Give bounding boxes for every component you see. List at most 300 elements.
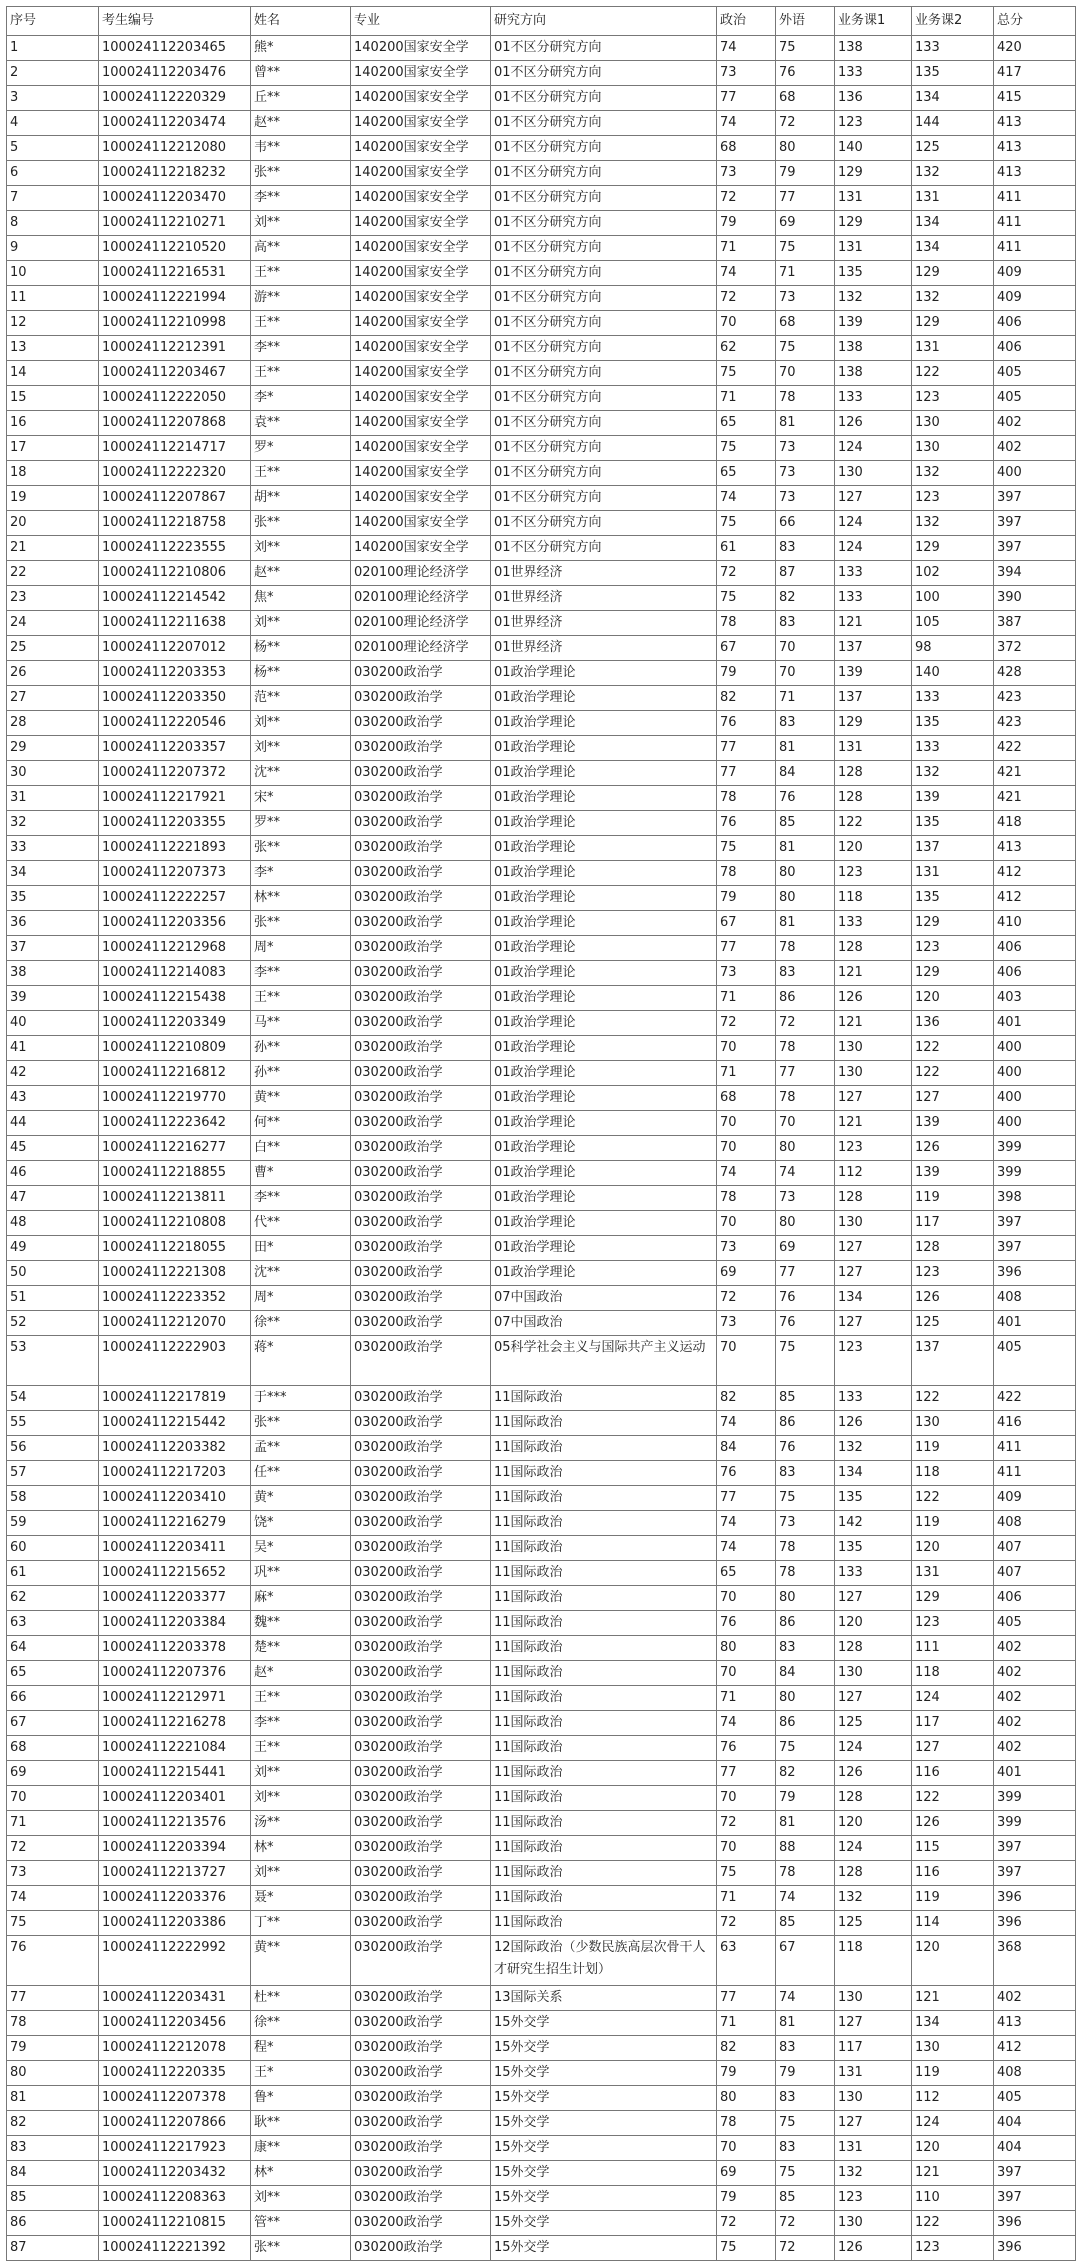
cell-research-direction: 01政治学理论 (491, 861, 717, 886)
cell-subject-1: 128 (835, 1636, 912, 1661)
cell-candidate-id: 100024112216279 (99, 1511, 251, 1536)
cell-name: 赵* (251, 1661, 351, 1686)
cell-index: 12 (7, 311, 99, 336)
cell-major: 030200政治学 (351, 686, 491, 711)
cell-index: 86 (7, 2211, 99, 2236)
cell-politics: 77 (717, 1486, 776, 1511)
cell-subject-1: 130 (835, 461, 912, 486)
cell-politics: 70 (717, 1036, 776, 1061)
cell-major: 020100理论经济学 (351, 586, 491, 611)
cell-candidate-id: 100024112223642 (99, 1111, 251, 1136)
cell-name: 刘** (251, 1861, 351, 1886)
cell-index: 39 (7, 986, 99, 1011)
cell-candidate-id: 100024112223555 (99, 536, 251, 561)
cell-politics: 76 (717, 1736, 776, 1761)
cell-foreign-language: 83 (776, 1636, 835, 1661)
cell-name: 孙** (251, 1061, 351, 1086)
cell-research-direction: 11国际政治 (491, 1786, 717, 1811)
cell-politics: 72 (717, 1911, 776, 1936)
cell-subject-1: 123 (835, 861, 912, 886)
cell-major: 140200国家安全学 (351, 386, 491, 411)
cell-foreign-language: 77 (776, 186, 835, 211)
cell-subject-2: 133 (912, 686, 994, 711)
cell-foreign-language: 80 (776, 1686, 835, 1711)
cell-subject-2: 135 (912, 811, 994, 836)
cell-index: 65 (7, 1661, 99, 1686)
cell-total: 406 (994, 936, 1076, 961)
cell-subject-1: 139 (835, 311, 912, 336)
cell-foreign-language: 73 (776, 436, 835, 461)
cell-subject-2: 129 (912, 1586, 994, 1611)
cell-subject-2: 131 (912, 186, 994, 211)
cell-major: 030200政治学 (351, 2086, 491, 2111)
cell-name: 韦** (251, 136, 351, 161)
cell-subject-1: 128 (835, 1186, 912, 1211)
cell-politics: 67 (717, 636, 776, 661)
cell-candidate-id: 100024112217921 (99, 786, 251, 811)
cell-foreign-language: 74 (776, 1161, 835, 1186)
cell-subject-1: 137 (835, 686, 912, 711)
cell-index: 4 (7, 111, 99, 136)
cell-name: 周* (251, 1286, 351, 1311)
cell-foreign-language: 85 (776, 2186, 835, 2211)
cell-index: 71 (7, 1811, 99, 1836)
cell-research-direction: 01不区分研究方向 (491, 436, 717, 461)
cell-major: 030200政治学 (351, 1436, 491, 1461)
cell-subject-2: 129 (912, 311, 994, 336)
cell-subject-2: 119 (912, 2061, 994, 2086)
cell-candidate-id: 100024112207866 (99, 2111, 251, 2136)
cell-candidate-id: 100024112203467 (99, 361, 251, 386)
cell-politics: 69 (717, 2161, 776, 2186)
cell-candidate-id: 100024112203384 (99, 1611, 251, 1636)
cell-index: 85 (7, 2186, 99, 2211)
cell-index: 40 (7, 1011, 99, 1036)
cell-candidate-id: 100024112222050 (99, 386, 251, 411)
cell-total: 413 (994, 2011, 1076, 2036)
cell-name: 饶* (251, 1511, 351, 1536)
cell-foreign-language: 76 (776, 1311, 835, 1336)
cell-politics: 79 (717, 2061, 776, 2086)
cell-subject-2: 139 (912, 1161, 994, 1186)
cell-research-direction: 12国际政治（少数民族高层次骨干人才研究生招生计划） (491, 1936, 717, 1986)
cell-foreign-language: 82 (776, 586, 835, 611)
cell-total: 409 (994, 1486, 1076, 1511)
cell-subject-2: 117 (912, 1711, 994, 1736)
cell-major: 030200政治学 (351, 1211, 491, 1236)
table-row (7, 1736, 1076, 1761)
cell-politics: 75 (717, 436, 776, 461)
cell-research-direction: 01政治学理论 (491, 1111, 717, 1136)
cell-politics: 78 (717, 786, 776, 811)
cell-subject-2: 133 (912, 36, 994, 61)
cell-foreign-language: 78 (776, 1861, 835, 1886)
table-row (7, 186, 1076, 211)
cell-foreign-language: 77 (776, 1261, 835, 1286)
cell-index: 51 (7, 1286, 99, 1311)
cell-index: 38 (7, 961, 99, 986)
cell-major: 030200政治学 (351, 1111, 491, 1136)
cell-total: 422 (994, 1386, 1076, 1411)
cell-candidate-id: 100024112212070 (99, 1311, 251, 1336)
cell-name: 楚** (251, 1636, 351, 1661)
cell-candidate-id: 100024112217923 (99, 2136, 251, 2161)
cell-name: 李** (251, 961, 351, 986)
cell-foreign-language: 76 (776, 1286, 835, 1311)
cell-research-direction: 01不区分研究方向 (491, 536, 717, 561)
cell-politics: 74 (717, 36, 776, 61)
cell-politics: 82 (717, 1386, 776, 1411)
cell-politics: 78 (717, 861, 776, 886)
cell-politics: 63 (717, 1936, 776, 1986)
cell-subject-2: 110 (912, 2186, 994, 2211)
cell-subject-2: 122 (912, 1036, 994, 1061)
cell-research-direction: 07中国政治 (491, 1311, 717, 1336)
cell-subject-1: 131 (835, 186, 912, 211)
cell-foreign-language: 83 (776, 961, 835, 986)
cell-name: 李** (251, 1711, 351, 1736)
table-row (7, 2036, 1076, 2061)
cell-candidate-id: 100024112207378 (99, 2086, 251, 2111)
cell-subject-1: 130 (835, 1211, 912, 1236)
table-row (7, 1436, 1076, 1461)
cell-candidate-id: 100024112220335 (99, 2061, 251, 2086)
cell-foreign-language: 84 (776, 1661, 835, 1686)
cell-subject-1: 121 (835, 611, 912, 636)
table-row (7, 161, 1076, 186)
cell-foreign-language: 88 (776, 1836, 835, 1861)
cell-candidate-id: 100024112223352 (99, 1286, 251, 1311)
cell-foreign-language: 87 (776, 561, 835, 586)
cell-candidate-id: 100024112221084 (99, 1736, 251, 1761)
cell-subject-2: 123 (912, 2236, 994, 2261)
cell-name: 丘** (251, 86, 351, 111)
cell-foreign-language: 86 (776, 1711, 835, 1736)
cell-name: 王** (251, 986, 351, 1011)
table-row (7, 1061, 1076, 1086)
cell-subject-2: 117 (912, 1211, 994, 1236)
cell-subject-2: 132 (912, 761, 994, 786)
cell-foreign-language: 75 (776, 1336, 835, 1386)
cell-subject-2: 118 (912, 1661, 994, 1686)
cell-politics: 74 (717, 1161, 776, 1186)
cell-politics: 78 (717, 1186, 776, 1211)
cell-subject-2: 126 (912, 1811, 994, 1836)
cell-subject-1: 125 (835, 1711, 912, 1736)
cell-research-direction: 13国际关系 (491, 1986, 717, 2011)
cell-total: 397 (994, 2161, 1076, 2186)
cell-candidate-id: 100024112212968 (99, 936, 251, 961)
cell-name: 程* (251, 2036, 351, 2061)
cell-subject-2: 127 (912, 1086, 994, 1111)
table-row (7, 1836, 1076, 1861)
cell-candidate-id: 100024112207868 (99, 411, 251, 436)
cell-subject-2: 120 (912, 2136, 994, 2161)
cell-name: 王** (251, 311, 351, 336)
cell-name: 胡** (251, 486, 351, 511)
cell-subject-2: 124 (912, 1686, 994, 1711)
cell-politics: 75 (717, 361, 776, 386)
cell-total: 399 (994, 1811, 1076, 1836)
cell-index: 23 (7, 586, 99, 611)
cell-total: 408 (994, 2061, 1076, 2086)
cell-name: 林** (251, 886, 351, 911)
table-row (7, 286, 1076, 311)
cell-subject-1: 133 (835, 911, 912, 936)
cell-politics: 68 (717, 136, 776, 161)
table-row (7, 661, 1076, 686)
header-politics: 政治 (717, 7, 776, 36)
cell-index: 43 (7, 1086, 99, 1111)
cell-research-direction: 15外交学 (491, 2136, 717, 2161)
cell-major: 030200政治学 (351, 1011, 491, 1036)
cell-foreign-language: 78 (776, 1561, 835, 1586)
cell-candidate-id: 100024112210809 (99, 1036, 251, 1061)
table-row (7, 1986, 1076, 2011)
cell-candidate-id: 100024112222992 (99, 1936, 251, 1986)
cell-subject-2: 120 (912, 1936, 994, 1986)
cell-foreign-language: 80 (776, 1211, 835, 1236)
cell-major: 030200政治学 (351, 1586, 491, 1611)
table-row (7, 1586, 1076, 1611)
cell-name: 熊* (251, 36, 351, 61)
cell-major: 030200政治学 (351, 1636, 491, 1661)
cell-research-direction: 15外交学 (491, 2061, 717, 2086)
table-row (7, 2061, 1076, 2086)
header-row (7, 7, 1076, 36)
cell-subject-2: 119 (912, 1186, 994, 1211)
cell-total: 400 (994, 1111, 1076, 1136)
table-row (7, 1211, 1076, 1236)
cell-name: 曾** (251, 61, 351, 86)
cell-research-direction: 01不区分研究方向 (491, 136, 717, 161)
cell-research-direction: 11国际政治 (491, 1736, 717, 1761)
cell-subject-2: 127 (912, 1736, 994, 1761)
cell-subject-2: 123 (912, 1611, 994, 1636)
cell-research-direction: 11国际政治 (491, 1486, 717, 1511)
cell-name: 任** (251, 1461, 351, 1486)
cell-research-direction: 11国际政治 (491, 1411, 717, 1436)
cell-subject-1: 131 (835, 736, 912, 761)
table-row (7, 261, 1076, 286)
cell-subject-1: 134 (835, 1286, 912, 1311)
cell-research-direction: 01政治学理论 (491, 686, 717, 711)
cell-foreign-language: 75 (776, 1736, 835, 1761)
table-row (7, 136, 1076, 161)
cell-candidate-id: 100024112221308 (99, 1261, 251, 1286)
cell-research-direction: 01不区分研究方向 (491, 261, 717, 286)
cell-candidate-id: 100024112210271 (99, 211, 251, 236)
cell-politics: 72 (717, 286, 776, 311)
cell-candidate-id: 100024112203431 (99, 1986, 251, 2011)
cell-research-direction: 01政治学理论 (491, 736, 717, 761)
cell-research-direction: 01不区分研究方向 (491, 86, 717, 111)
cell-research-direction: 01不区分研究方向 (491, 311, 717, 336)
cell-index: 50 (7, 1261, 99, 1286)
cell-major: 030200政治学 (351, 661, 491, 686)
cell-name: 徐** (251, 1311, 351, 1336)
cell-index: 41 (7, 1036, 99, 1061)
cell-foreign-language: 74 (776, 1986, 835, 2011)
cell-major: 030200政治学 (351, 786, 491, 811)
cell-research-direction: 11国际政治 (491, 1836, 717, 1861)
table-row (7, 686, 1076, 711)
table-row (7, 1261, 1076, 1286)
cell-total: 399 (994, 1136, 1076, 1161)
cell-major: 030200政治学 (351, 2111, 491, 2136)
table-row (7, 61, 1076, 86)
cell-foreign-language: 75 (776, 336, 835, 361)
cell-candidate-id: 100024112218055 (99, 1236, 251, 1261)
cell-candidate-id: 100024112220546 (99, 711, 251, 736)
cell-subject-2: 122 (912, 1386, 994, 1411)
cell-name: 赵** (251, 561, 351, 586)
cell-subject-2: 132 (912, 286, 994, 311)
cell-major: 030200政治学 (351, 2161, 491, 2186)
cell-research-direction: 11国际政治 (491, 1511, 717, 1536)
cell-name: 张** (251, 161, 351, 186)
cell-politics: 71 (717, 986, 776, 1011)
cell-major: 140200国家安全学 (351, 361, 491, 386)
cell-politics: 71 (717, 2011, 776, 2036)
cell-name: 鲁* (251, 2086, 351, 2111)
cell-major: 030200政治学 (351, 1786, 491, 1811)
cell-total: 418 (994, 811, 1076, 836)
table-row (7, 1036, 1076, 1061)
cell-name: 徐** (251, 2011, 351, 2036)
cell-major: 030200政治学 (351, 961, 491, 986)
cell-candidate-id: 100024112203394 (99, 1836, 251, 1861)
header-total: 总分 (994, 7, 1076, 36)
cell-total: 401 (994, 1311, 1076, 1336)
cell-index: 79 (7, 2036, 99, 2061)
cell-major: 030200政治学 (351, 1661, 491, 1686)
cell-foreign-language: 66 (776, 511, 835, 536)
table-row (7, 986, 1076, 1011)
cell-major: 030200政治学 (351, 761, 491, 786)
table-row (7, 1086, 1076, 1111)
header-name: 姓名 (251, 7, 351, 36)
cell-politics: 75 (717, 2236, 776, 2261)
table-row (7, 811, 1076, 836)
cell-index: 44 (7, 1111, 99, 1136)
cell-research-direction: 15外交学 (491, 2161, 717, 2186)
cell-major: 030200政治学 (351, 1911, 491, 1936)
cell-total: 417 (994, 61, 1076, 86)
cell-index: 57 (7, 1461, 99, 1486)
cell-candidate-id: 100024112203410 (99, 1486, 251, 1511)
cell-politics: 70 (717, 1786, 776, 1811)
table-row (7, 461, 1076, 486)
cell-subject-1: 118 (835, 1936, 912, 1986)
cell-index: 82 (7, 2111, 99, 2136)
cell-total: 402 (994, 411, 1076, 436)
cell-candidate-id: 100024112213576 (99, 1811, 251, 1836)
cell-subject-1: 123 (835, 2186, 912, 2211)
table-row (7, 786, 1076, 811)
header-foreign-language: 外语 (776, 7, 835, 36)
cell-major: 030200政治学 (351, 836, 491, 861)
cell-candidate-id: 100024112203356 (99, 911, 251, 936)
cell-major: 030200政治学 (351, 1936, 491, 1986)
cell-name: 杨** (251, 636, 351, 661)
cell-research-direction: 01不区分研究方向 (491, 61, 717, 86)
cell-total: 397 (994, 486, 1076, 511)
cell-major: 030200政治学 (351, 911, 491, 936)
cell-total: 402 (994, 436, 1076, 461)
cell-foreign-language: 72 (776, 111, 835, 136)
cell-index: 68 (7, 1736, 99, 1761)
cell-subject-2: 131 (912, 1561, 994, 1586)
cell-subject-1: 134 (835, 1461, 912, 1486)
table-row (7, 1686, 1076, 1711)
cell-major: 030200政治学 (351, 1611, 491, 1636)
table-row (7, 511, 1076, 536)
cell-research-direction: 11国际政治 (491, 1711, 717, 1736)
cell-subject-2: 122 (912, 1486, 994, 1511)
cell-index: 21 (7, 536, 99, 561)
cell-candidate-id: 100024112203378 (99, 1636, 251, 1661)
cell-candidate-id: 100024112203474 (99, 111, 251, 136)
cell-index: 62 (7, 1586, 99, 1611)
cell-subject-1: 133 (835, 386, 912, 411)
cell-subject-2: 144 (912, 111, 994, 136)
cell-subject-1: 131 (835, 236, 912, 261)
cell-major: 030200政治学 (351, 811, 491, 836)
cell-index: 25 (7, 636, 99, 661)
cell-candidate-id: 100024112221994 (99, 286, 251, 311)
cell-total: 397 (994, 511, 1076, 536)
cell-subject-2: 100 (912, 586, 994, 611)
cell-foreign-language: 81 (776, 1811, 835, 1836)
cell-foreign-language: 67 (776, 1936, 835, 1986)
cell-subject-1: 135 (835, 1536, 912, 1561)
cell-total: 415 (994, 86, 1076, 111)
cell-foreign-language: 71 (776, 261, 835, 286)
cell-politics: 73 (717, 61, 776, 86)
cell-foreign-language: 86 (776, 986, 835, 1011)
cell-major: 030200政治学 (351, 1036, 491, 1061)
table-row (7, 1161, 1076, 1186)
cell-major: 030200政治学 (351, 886, 491, 911)
cell-subject-2: 124 (912, 2111, 994, 2136)
cell-subject-2: 137 (912, 836, 994, 861)
table-row (7, 236, 1076, 261)
cell-politics: 74 (717, 1536, 776, 1561)
cell-subject-2: 139 (912, 786, 994, 811)
cell-major: 030200政治学 (351, 1511, 491, 1536)
cell-subject-1: 135 (835, 261, 912, 286)
cell-name: 何** (251, 1111, 351, 1136)
cell-subject-2: 122 (912, 1061, 994, 1086)
cell-candidate-id: 100024112208363 (99, 2186, 251, 2211)
cell-subject-2: 130 (912, 411, 994, 436)
cell-foreign-language: 72 (776, 1011, 835, 1036)
cell-foreign-language: 81 (776, 2011, 835, 2036)
cell-subject-2: 134 (912, 211, 994, 236)
cell-research-direction: 11国际政治 (491, 1636, 717, 1661)
cell-subject-1: 128 (835, 1861, 912, 1886)
cell-major: 140200国家安全学 (351, 411, 491, 436)
cell-candidate-id: 100024112203465 (99, 36, 251, 61)
cell-subject-1: 120 (835, 1811, 912, 1836)
cell-total: 405 (994, 361, 1076, 386)
table-row (7, 736, 1076, 761)
cell-index: 22 (7, 561, 99, 586)
table-row (7, 1236, 1076, 1261)
cell-politics: 71 (717, 1061, 776, 1086)
cell-research-direction: 11国际政治 (491, 1911, 717, 1936)
